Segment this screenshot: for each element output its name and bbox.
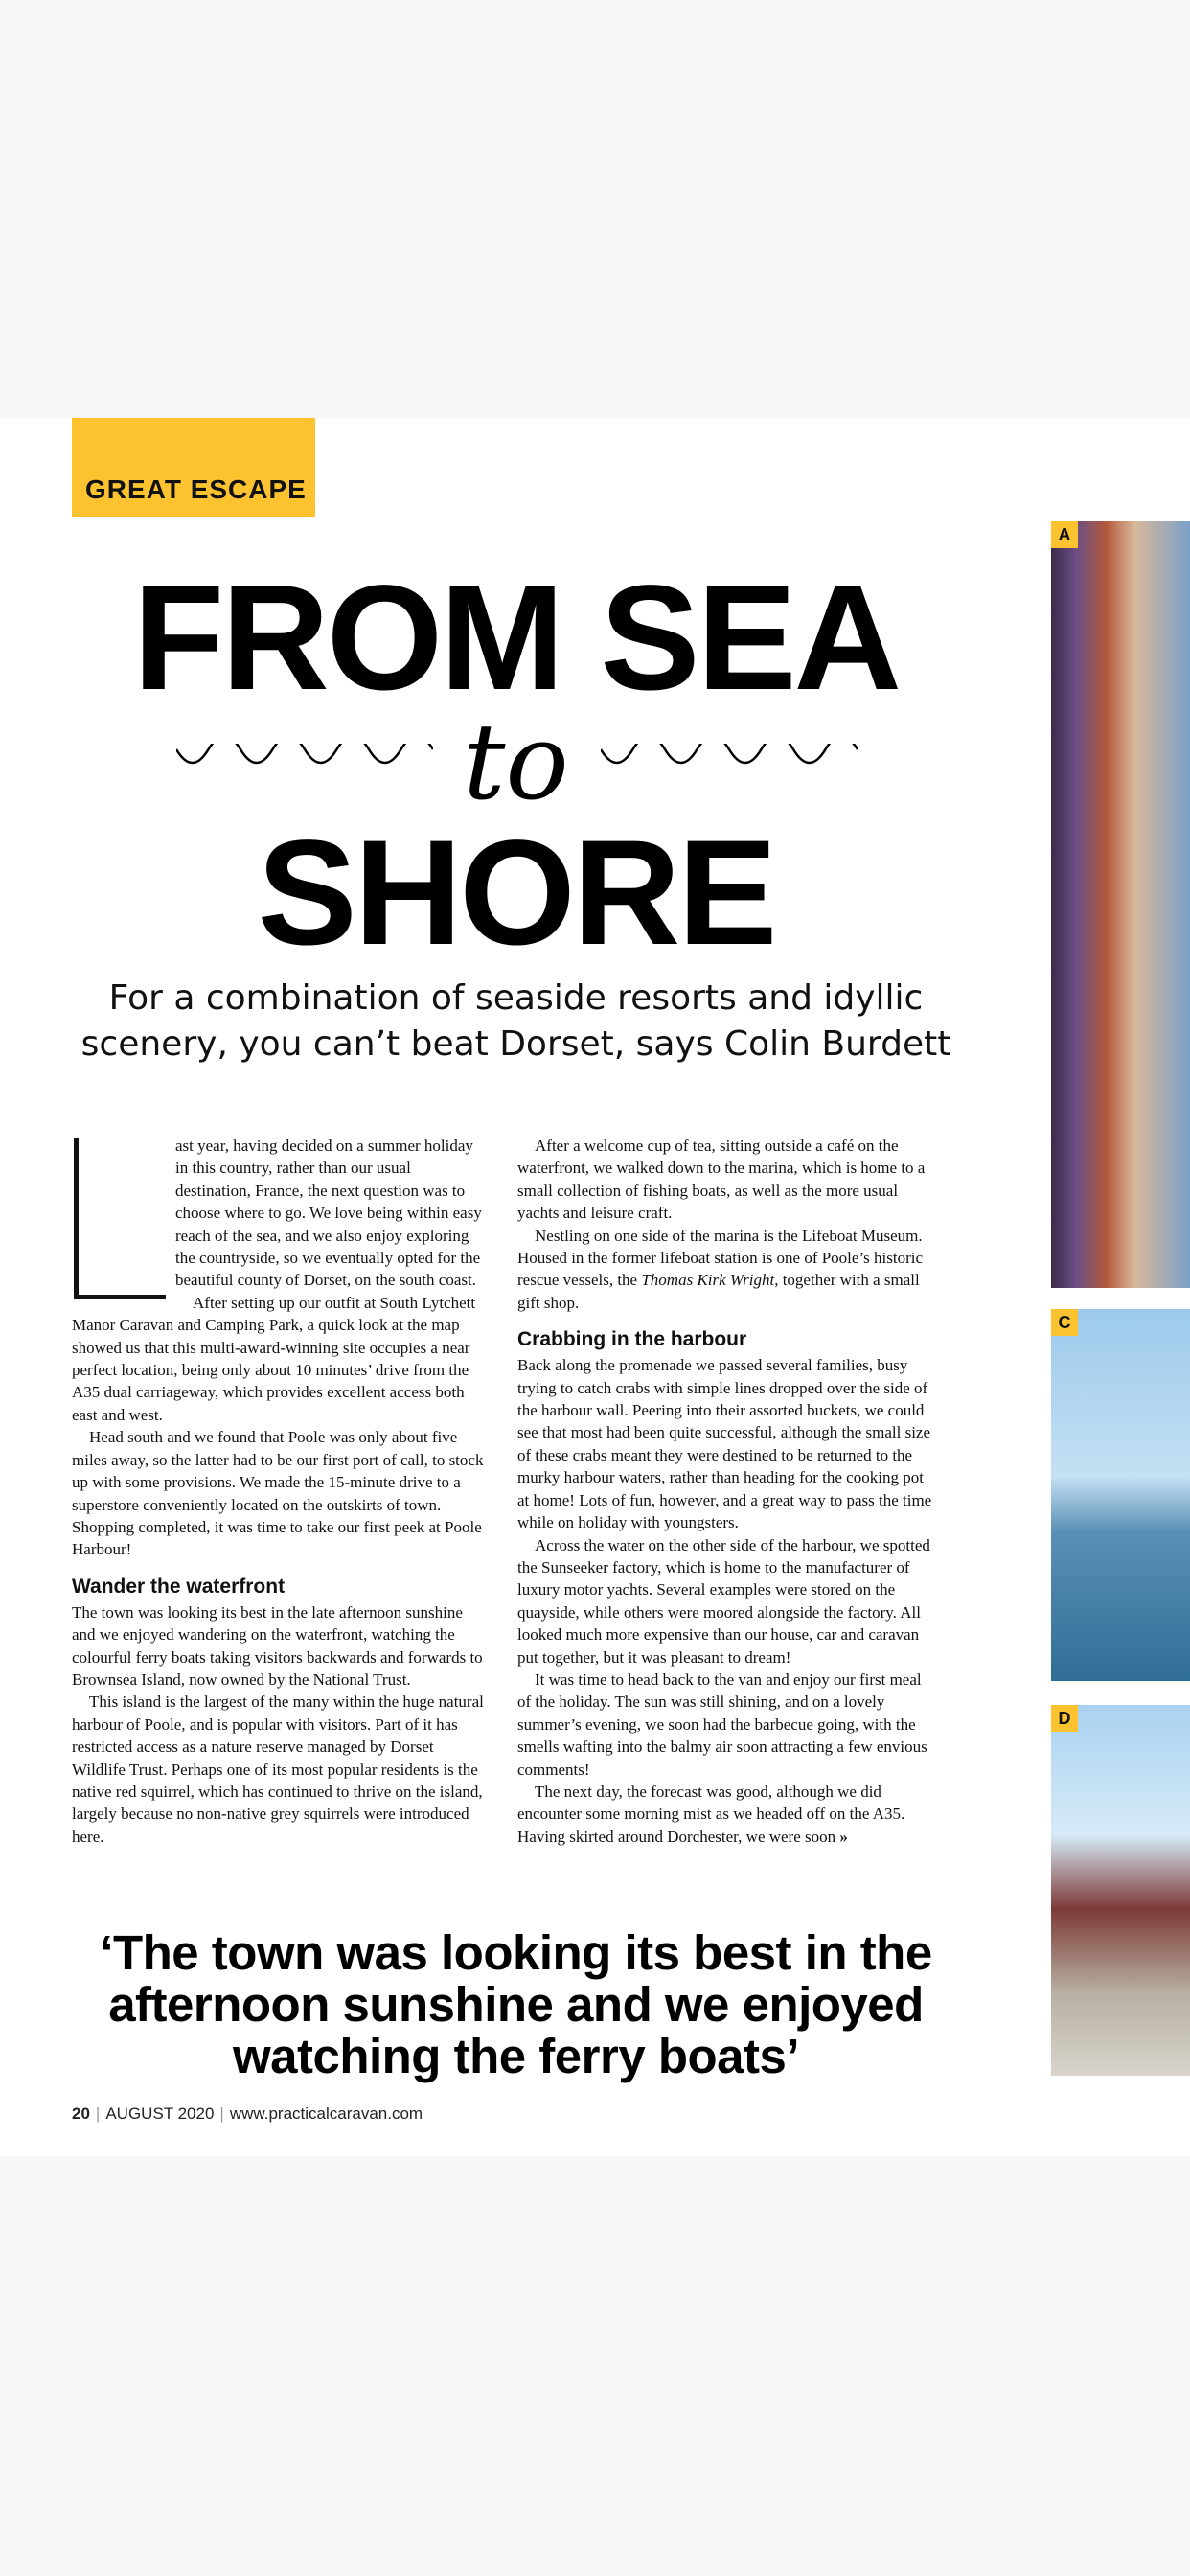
page-number: 20 bbox=[72, 2104, 90, 2123]
paragraph: After a welcome cup of tea, sitting outside a café on the waterfront, we walked down to the marina, which is home to a small collection of fishing boats, as well as the more usual yachts and leisure craft. bbox=[517, 1137, 926, 1223]
continue-arrow-icon: » bbox=[839, 1827, 848, 1846]
headline-line-3: SHORE bbox=[257, 810, 775, 977]
photo-badge: C bbox=[1051, 1309, 1078, 1336]
section-kicker bbox=[72, 418, 315, 517]
pull-quote: ‘The town was looking its best in the afternoon sunshine and we enjoyed watching the ferry boats’ bbox=[100, 1925, 932, 2083]
headline bbox=[72, 555, 960, 977]
headline-connector: to bbox=[463, 701, 569, 823]
paragraph: Head south and we found that Poole was only about five miles away, so the latter had to be our first port of call, to stock up with some provisions. We made the 15-minute drive to a superstore conveniently located on the outskirts of town. Shopping completed, it was time to take our first peek at Poole Harbour! bbox=[72, 1428, 484, 1559]
photo-a bbox=[1051, 521, 1190, 1288]
standfirst: For a combination of seaside resorts and idyllic scenery, you can’t beat Dorset, says Colin Burdett bbox=[80, 978, 951, 1064]
photo-c bbox=[1051, 1309, 1190, 1681]
paragraph: Across the water on the other side of the harbour, we spotted the Sunseeker factory, which is home to the manufacturer of luxury motor yachts. Several examples were stored on the quayside, while others were moored alongside the factory. All looked much more expensive than our house, car and caravan put together, but it was pleasant to dream! bbox=[517, 1535, 930, 1667]
website: www.practicalcaravan.com bbox=[229, 2104, 423, 2123]
paragraph: It was time to head back to the van and enjoy our first meal of the holiday. The sun was still shining, and on a lovely summer’s evening, we soon had the barbecue going, with the smells wafting into the balmy air soon attracting a few envious comments! bbox=[517, 1669, 927, 1779]
paragraph: After setting up our outfit at South Lytchett Manor Caravan and Camping Park, a quick look at the map showed us that this multi-award-winning site occupies a near perfect location, being only about 10 minutes’ drive from the A35 dual carriageway, which provides excellent access both east and west. bbox=[72, 1293, 476, 1424]
wave-decoration-right bbox=[601, 744, 858, 782]
dropcap-l bbox=[72, 1138, 164, 1300]
article-column-2 bbox=[517, 1135, 935, 1848]
magazine-page bbox=[0, 418, 1190, 2156]
paragraph: ast year, having decided on a summer holiday in this country, rather than our usual destination, France, the next question was to choose where to go. We love being within easy reach of the sea, and we also enjoy exploring the countryside, so we eventually opted for the beautiful county of Dorset, on the south coast. bbox=[175, 1137, 482, 1290]
vessel-name: Thomas Kirk Wright bbox=[641, 1271, 775, 1290]
article-column-1 bbox=[72, 1135, 490, 1848]
page-footer: 20 | AUGUST 2020 | www.practicalcaravan.com bbox=[72, 2104, 423, 2123]
kicker-label: GREAT ESCAPE bbox=[85, 474, 307, 504]
photo-badge: D bbox=[1051, 1705, 1078, 1732]
paragraph-text: The next day, the forecast was good, although we did encounter some morning mist as we headed off on the A35. Having skirted around Dorchester, we were soon bbox=[517, 1782, 905, 1846]
photo-d bbox=[1051, 1705, 1190, 2076]
paragraph: The town was looking its best in the late afternoon sunshine and we enjoyed wandering on the waterfront, watching the colourful ferry boats taking visitors backwards and forwards to Brownsea Island, now owned by the National Trust. bbox=[72, 1602, 483, 1689]
headline-connector-row bbox=[72, 701, 960, 823]
issue-date: AUGUST 2020 bbox=[105, 2104, 215, 2123]
wave-decoration-left bbox=[176, 744, 433, 782]
photo-badge: A bbox=[1051, 521, 1078, 548]
headline-line-1: FROM SEA bbox=[132, 555, 900, 722]
paragraph bbox=[517, 1781, 935, 1848]
paragraph-text: Nestling on one side of the marina is the Lifeboat Museum. Housed in the former lifeboat station is one of Poole’s historic rescue vessels, the bbox=[517, 1226, 924, 1290]
paragraph: Back along the promenade we passed several families, busy trying to catch crabs with simple lines dropped over the side of the harbour wall. Peering into their assorted buckets, we could see that most had been quite successful, although the small size of these crabs meant they were destined to be returned to the murky harbour waters, rather than heading for the cooking pot at home! Lots of fun, however, and a great way to pass the time while on holiday with youngsters. bbox=[517, 1356, 932, 1532]
paragraph: This island is the largest of the many within the huge natural harbour of Poole, and is popular with visitors. Part of it has restricted access as a nature reserve managed by Dorset Wildlife Trust. Perhaps one of its most popular residents is the native red squirrel, which has continued to thrive on the island, largely because no non-native grey squirrels were introduced here. bbox=[72, 1692, 484, 1846]
paragraph-text: , together with a small gift shop. bbox=[517, 1271, 920, 1312]
subheading: Wander the waterfront bbox=[72, 1575, 286, 1598]
paragraph bbox=[517, 1225, 935, 1315]
subheading: Crabbing in the harbour bbox=[517, 1328, 747, 1351]
